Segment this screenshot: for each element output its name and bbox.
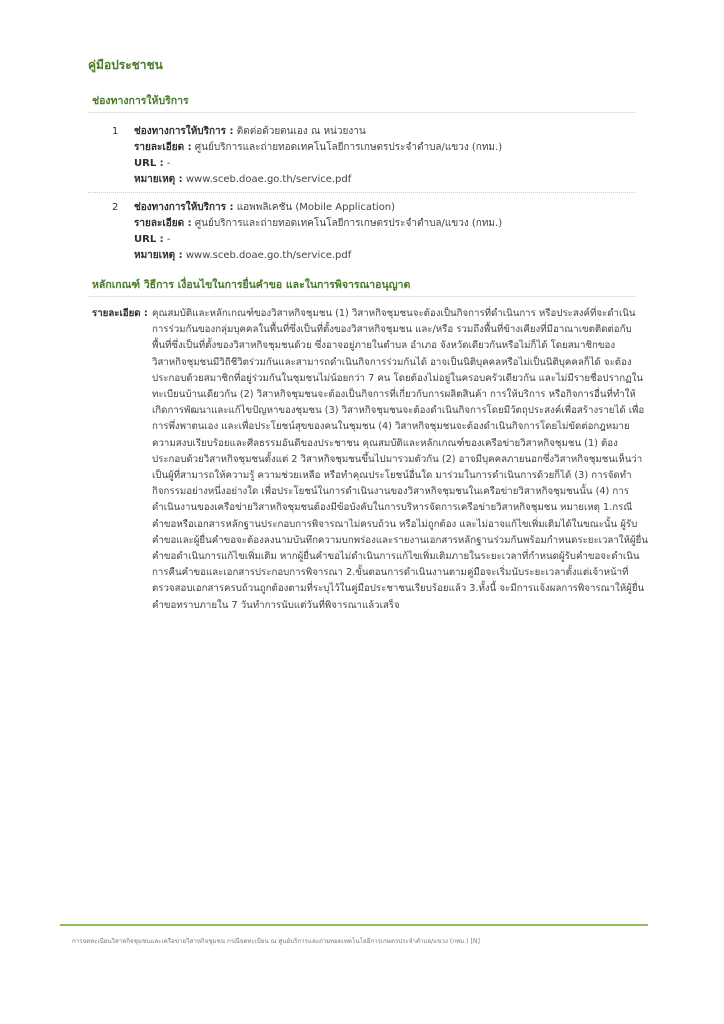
channel-row	[134, 124, 614, 140]
url-label: URL :	[134, 158, 164, 169]
note-label: หมายเหตุ :	[134, 250, 183, 261]
detail-row	[134, 216, 614, 232]
service-channel-item	[100, 124, 620, 190]
divider	[88, 112, 636, 113]
detail-row	[134, 140, 614, 156]
url-row	[134, 232, 614, 248]
detail-label: รายละเอียด :	[134, 142, 192, 153]
channel-value: ติดต่อด้วยตนเอง ณ หน่วยงาน	[236, 126, 366, 137]
divider	[88, 192, 636, 193]
document-title: คู่มือประชาชน	[88, 58, 163, 72]
note-row	[134, 172, 614, 188]
detail-value: ศูนย์บริการและถ่ายทอดเทคโนโลยีการเกษตรประจำตำบล/แขวง (กทม.)	[194, 218, 503, 229]
service-channels-heading: ช่องทางการให้บริการ	[92, 95, 189, 107]
channel-number: 2	[112, 202, 119, 213]
service-channel-item	[100, 200, 620, 266]
footer-divider	[60, 924, 648, 926]
url-label: URL :	[134, 234, 164, 245]
criteria-detail-label: รายละเอียด :	[92, 308, 148, 319]
url-value: -	[166, 158, 171, 169]
channel-fields	[134, 124, 614, 188]
divider	[88, 296, 636, 297]
channel-value: แอพพลิเคชัน (Mobile Application)	[236, 202, 396, 213]
footer-text: การจดทะเบียนวิสาหกิจชุมชนและเครือข่ายวิสาหกิจชุมชน กรณีจดทะเบียน ณ ศูนย์บริการและถ่ายทอดเทคโนโลยีการเกษตรประจำตำบล/แขวง (กทม.) [N]	[72, 938, 480, 945]
note-label: หมายเหตุ :	[134, 174, 183, 185]
note-value: www.sceb.doae.go.th/service.pdf	[185, 174, 352, 185]
channel-row	[134, 200, 614, 216]
channel-number: 1	[112, 126, 119, 137]
note-value: www.sceb.doae.go.th/service.pdf	[185, 250, 352, 261]
detail-value: ศูนย์บริการและถ่ายทอดเทคโนโลยีการเกษตรประจำตำบล/แขวง (กทม.)	[194, 142, 503, 153]
criteria-heading: หลักเกณฑ์ วิธีการ เงื่อนไขในการยื่นคำขอ และในการพิจารณาอนุญาต	[92, 279, 411, 291]
note-row	[134, 248, 614, 264]
channel-label: ช่องทางการให้บริการ :	[134, 202, 234, 213]
url-value: -	[166, 234, 171, 245]
channel-fields	[134, 200, 614, 264]
criteria-detail-text: คุณสมบัติและหลักเกณฑ์ของวิสาหกิจชุมชน (1) วิสาหกิจชุมชนจะต้องเป็นกิจการที่ดำเนินการ หรือประสงค์ที่จะดำเนินการร่วมกันของกลุ่มบุคคลในพื้นที่ซึ่งเป็นที่ตั้งของวิสาหกิจชุมชน และ/หรือ รวมถึงพื้นที่ข้างเคียงที่มีอาณาเขตติดต่อกับพื้นที่ซึ่งเป็นที่ตั้งของวิสาหกิจชุมชนด้วย ซึ่งอาจอยู่ภายในตำบล อำเภอ จังหวัดเดียวกันหรือไม่ก็ได้ โดยสมาชิกของวิสาหกิจชุมชนมีวิถีชีวิตร่วมกันและสามารถดำเนินกิจการร่วมกันได้ อาจเป็นนิติบุคคลหรือไม่เป็นนิติบุคคลก็ได้ จะต้องประกอบด้วยสมาชิกที่อยู่ร่วมกันในชุมชนไม่น้อยกว่า 7 คน โดยต้องไม่อยู่ในครอบครัวเดียวกัน และไม่มีรายชื่อปรากฏในทะเบียนบ้านเดียวกัน (2) วิสาหกิจชุมชนจะต้องเป็นกิจการที่เกี่ยวกับการผลิตสินค้า การให้บริการ หรือกิจการอื่นที่ทำให้เกิดการพัฒนาและแก้ไขปัญหาของชุมชน (3) วิสาหกิจชุมชนจะต้องดำเนินกิจการโดยมีวัตถุประสงค์เพื่อสร้างรายได้ เพื่อการพึ่งพาตนเอง และเพื่อประโยชน์สุขของคนในชุมชน (4) วิสาหกิจชุมชนจะต้องดำเนินกิจการโดยไม่ขัดต่อกฎหมาย ความสงบเรียบร้อยและศีลธรรมอันดีของประชาชน คุณสมบัติและหลักเกณฑ์ของเครือข่ายวิสาหกิจชุมชน (1) ต้องประกอบด้วยวิสาหกิจชุมชนตั้งแต่ 2 วิสาหกิจชุมชนขึ้นไปมารวมตัวกัน (2) อาจมีบุคคลภายนอกซึ่งวิสาหกิจชุมชนเห็นว่าเป็นผู้ที่สามารถให้ความรู้ ความช่วยเหลือ หรือทำคุณประโยชน์อื่นใด มาร่วมในการดำเนินการด้วยก็ได้ (3) การจัดทำกิจกรรมอย่างหนึ่งอย่างใด เพื่อประโยชน์ในการดำเนินงานของวิสาหกิจชุมชนในเครือข่ายวิสาหกิจชุมชนนั้น (4) การดำเนินงานของเครือข่ายวิสาหกิจชุมชนต้องมีข้อบังคับในการบริหารจัดการเครือข่ายวิสาหกิจชุมชน หมายเหตุ 1.กรณีคำขอหรือเอกสารหลักฐานประกอบการพิจารณาไม่ครบถ้วน หรือไม่ถูกต้อง และไม่อาจแก้ไขเพิ่มเติมได้ในขณะนั้น ผู้รับคำขอและผู้ยื่นคำขอจะต้องลงนามบันทึกความบกพร่องและรายงานเอกสารหลักฐานร่วมกันพร้อมกำหนดระยะเวลาให้ผู้ยื่นคำขอดำเนินการแก้ไขเพิ่มเติม หากผู้ยื่นคำขอไม่ดำเนินการแก้ไขเพิ่มเติมภายในระยะเวลาที่กำหนดผู้รับคำขอจะดำเนินการคืนคำขอและเอกสารประกอบการพิจารณา 2.ขั้นตอนการดำเนินงานตามคู่มือจะเริ่มนับระยะเวลาตั้งแต่เจ้าหน้าที่ตรวจสอบเอกสารครบถ้วนถูกต้องตามที่ระบุไว้ในคู่มือประชาชนเรียบร้อยแล้ว 3.ทั้งนี้ จะมีการแจ้งผลการพิจารณาให้ผู้ยื่นคำขอทราบภายใน 7 วันทำการนับแต่วันที่พิจารณาแล้วเสร็จ	[152, 308, 648, 611]
url-row	[134, 156, 614, 172]
channel-label: ช่องทางการให้บริการ :	[134, 126, 234, 137]
detail-label: รายละเอียด :	[134, 218, 192, 229]
